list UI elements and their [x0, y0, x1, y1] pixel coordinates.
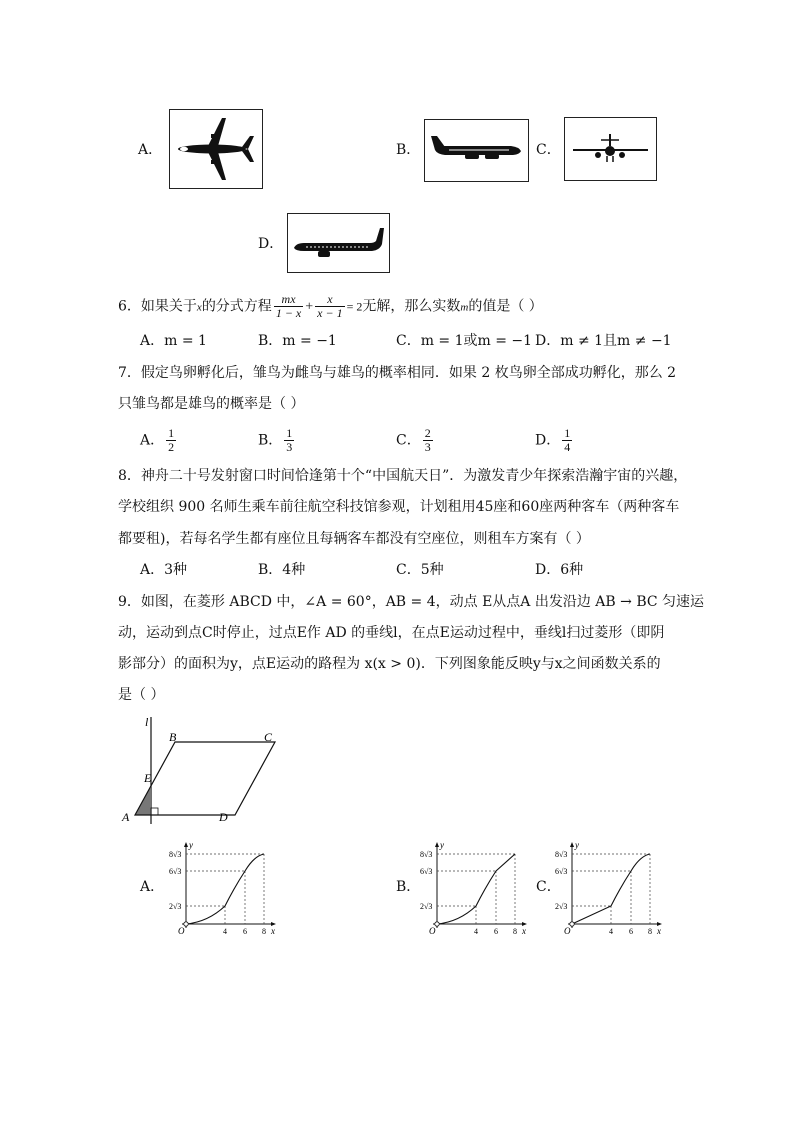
q7-d-den: 4 — [564, 440, 571, 454]
q6-text-after: 无解，那么实数 — [362, 298, 461, 315]
q7-option-c — [396, 427, 435, 454]
q7-option-d-fraction — [562, 427, 572, 454]
q8-line-1: 8．神舟二十号发射窗口时间恰逢第十个“中国航天日”．为激发青少年探索浩瀚宇宙的兴趣， — [118, 468, 688, 484]
q9-graph-b-label: B． — [396, 879, 421, 895]
q6-text-start: 6．如果关于 — [118, 298, 197, 315]
fig-label-b: B — [169, 730, 177, 744]
graph-a-ytick-2: 6√3 — [169, 867, 182, 876]
graph-b-origin: O — [429, 926, 436, 935]
graph-b-xtick-1: 4 — [474, 927, 478, 935]
q8-line-2: 学校组织 900 名师生乘车前往航空科技馆参观，计划租用45座和60座两种客车（两种客车 — [118, 499, 680, 515]
graph-c-y-label: y — [575, 840, 579, 850]
q6-option-a: A．m = 1 — [140, 333, 207, 349]
q6-option-c: C．m = 1或m = −1 — [396, 333, 533, 349]
q7-option-d — [535, 427, 574, 454]
graph-b-ytick-1: 8√3 — [420, 850, 433, 859]
airplane-side-view-icon — [425, 120, 528, 181]
graph-b-ytick-3: 2√3 — [420, 902, 433, 911]
q6-option-d: D．m ≠ 1且m ≠ −1 — [535, 333, 672, 349]
fig-label-e: E — [144, 771, 152, 785]
graph-a-xtick-2: 6 — [243, 927, 247, 935]
q7-b-num: 1 — [286, 426, 293, 440]
q7-a-den: 2 — [168, 440, 175, 454]
q5-option-b-image — [424, 119, 529, 182]
graph-a-origin: O — [178, 926, 185, 935]
q7-option-a-label: A． — [140, 432, 165, 449]
q6-frac2-denominator: x − 1 — [317, 306, 343, 320]
graph-c-xtick-1: 4 — [609, 927, 613, 935]
q9-line-3: 影部分）的面积为y，点E运动的路程为 x(x > 0)．下列图象能反映y与x之间函数关系的 — [118, 656, 661, 672]
q7-option-c-label: C． — [396, 432, 421, 449]
q5-option-a-image — [169, 109, 263, 189]
q9-rhombus-figure — [118, 712, 288, 827]
graph-c-xtick-3: 8 — [648, 927, 652, 935]
q7-option-a-fraction — [166, 427, 176, 454]
graph-b-ytick-2: 6√3 — [420, 867, 433, 876]
q8-option-c: C．5种 — [396, 562, 444, 578]
graph-c-origin: O — [564, 926, 571, 935]
q9-graph-b — [419, 840, 531, 935]
q6-var-x: x — [196, 301, 202, 314]
q7-a-num: 1 — [168, 426, 175, 440]
fig-label-l: l — [145, 715, 149, 729]
graph-c-ytick-2: 6√3 — [555, 867, 568, 876]
q5-option-c-image — [564, 117, 657, 181]
graph-a-xtick-1: 4 — [223, 927, 227, 935]
q6-frac1-numerator: mx — [274, 293, 303, 307]
fig-label-d: D — [219, 810, 228, 824]
q9-graph-a-label: A． — [140, 879, 165, 895]
q5-option-b-label: B． — [396, 142, 421, 158]
q5-option-d-label: D． — [258, 236, 284, 252]
q7-c-den: 3 — [424, 440, 431, 454]
q7-line-1: 7．假定鸟卵孵化后，雏鸟为雌鸟与雄鸟的概率相同．如果 2 枚鸟卵全部成功孵化，那么 2 — [118, 365, 677, 381]
q9-line-1: 9．如图，在菱形 ABCD 中，∠A = 60°，AB = 4，动点 E从点A 出发沿边 AB → BC 匀速运 — [118, 594, 705, 610]
q9-graph-c-label: C． — [536, 879, 561, 895]
q7-option-b-fraction — [284, 427, 294, 454]
graph-c-x-label: x — [657, 926, 661, 935]
q7-option-b-label: B． — [258, 432, 283, 449]
q7-option-c-fraction — [423, 427, 433, 454]
airplane-side-view-icon — [288, 214, 389, 272]
graph-b-x-label: x — [522, 926, 526, 935]
q7-option-d-label: D． — [535, 432, 561, 449]
graph-a-ytick-1: 8√3 — [169, 850, 182, 859]
airplane-front-view-icon — [565, 118, 656, 180]
q9-graph-c — [554, 840, 666, 935]
q6-fraction-1 — [274, 293, 303, 320]
graph-b-xtick-2: 6 — [494, 927, 498, 935]
airplane-top-view-icon — [170, 110, 262, 188]
q8-option-b: B．4种 — [258, 562, 306, 578]
graph-a-x-label: x — [271, 926, 275, 935]
q7-option-a — [140, 427, 178, 454]
q9-line-2: 动，运动到点C时停止，过点E作 AD 的垂线l，在点E运动过程中，垂线l扫过菱形（即阴 — [118, 625, 665, 641]
q6-option-b: B．m = −1 — [258, 333, 337, 349]
q6-frac1-denominator: 1 − x — [275, 306, 302, 320]
graph-a-xtick-3: 8 — [262, 927, 266, 935]
graph-a-y-label: y — [189, 840, 193, 850]
q6-frac2-numerator: x — [315, 293, 344, 307]
q9-graph-a — [168, 840, 280, 935]
q6-fraction-2 — [315, 293, 344, 320]
q5-option-d-image — [287, 213, 390, 273]
graph-c-xtick-2: 6 — [629, 927, 633, 935]
q8-line-3: 都要租)，若每名学生都有座位且每辆客车都没有空座位，则租车方案有（ ） — [118, 531, 590, 547]
q6-plus: + — [305, 299, 314, 315]
q6-var-m: m — [460, 301, 469, 314]
fig-label-a: A — [122, 810, 130, 824]
q7-line-2: 只雏鸟都是雄鸟的概率是（ ） — [118, 396, 305, 412]
q7-d-num: 1 — [564, 426, 571, 440]
graph-a-ytick-3: 2√3 — [169, 902, 182, 911]
q6-rhs: = 2 — [346, 299, 363, 314]
q7-c-num: 2 — [424, 426, 431, 440]
graph-b-y-label: y — [440, 840, 444, 850]
q5-option-c-label: C． — [536, 142, 561, 158]
q8-option-a: A．3种 — [140, 562, 188, 578]
graph-b-xtick-3: 8 — [513, 927, 517, 935]
q5-option-a-label: A． — [138, 142, 163, 158]
graph-c-ytick-1: 8√3 — [555, 850, 568, 859]
q7-option-b — [258, 427, 296, 454]
q6-text-end: 的值是（ ） — [468, 298, 543, 315]
q7-b-den: 3 — [286, 440, 293, 454]
q6-text-middle: 的分式方程 — [201, 298, 272, 315]
q8-option-d: D．6种 — [535, 562, 584, 578]
q6-stem — [118, 293, 543, 320]
graph-c-ytick-3: 2√3 — [555, 902, 568, 911]
fig-label-c: C — [264, 730, 273, 744]
q9-line-4: 是（ ） — [118, 687, 165, 703]
